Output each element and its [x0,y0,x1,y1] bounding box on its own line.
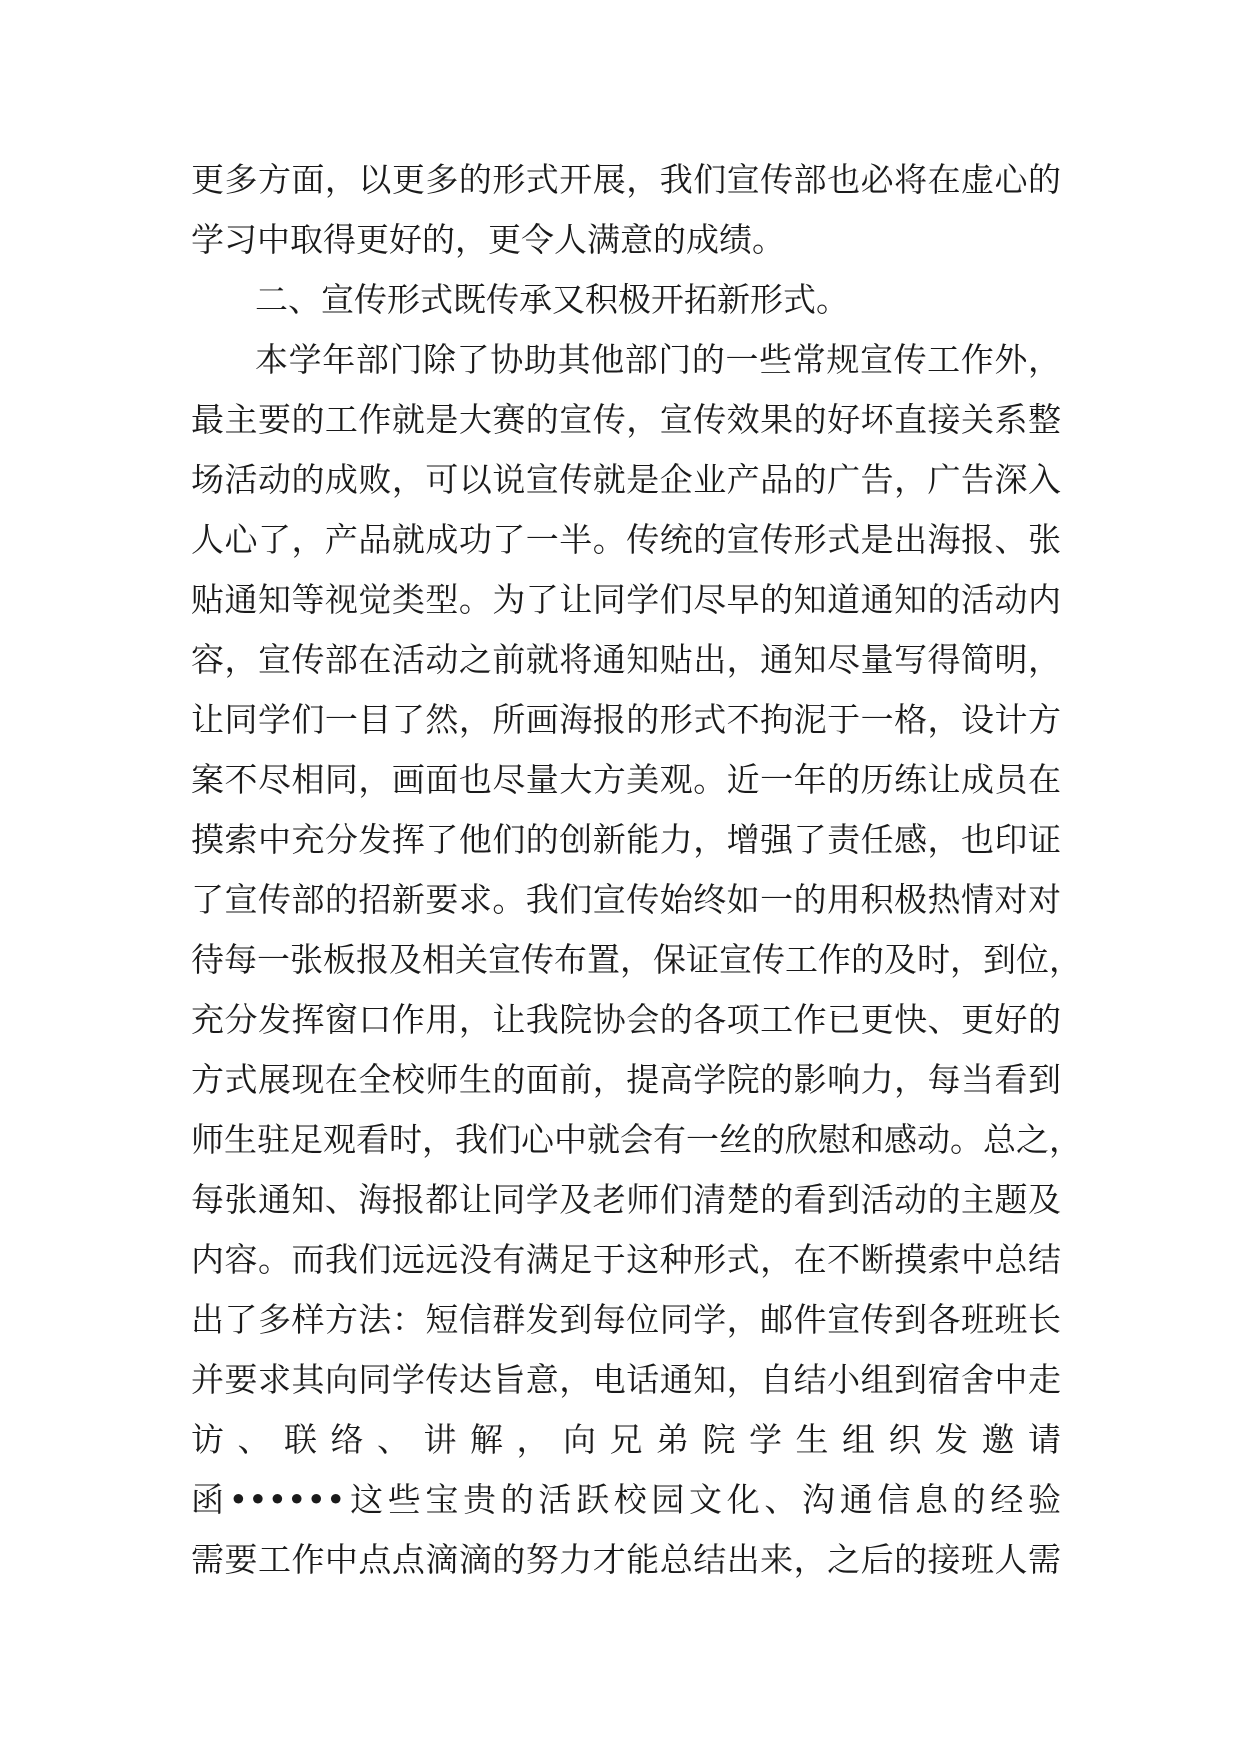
text-line: 充分发挥窗口作用，让我院协会的各项工作已更快、更好的 [191,1000,1061,1039]
text-line: 方式展现在全校师生的面前，提高学院的影响力，每当看到 [191,1060,1061,1099]
text-line: 摸索中充分发挥了他们的创新能力，增强了责任感，也印证 [191,820,1061,859]
text-line: 待每一张板报及相关宣传布置，保证宣传工作的及时，到位， [191,940,1082,979]
text-line: 容，宣传部在活动之前就将通知贴出，通知尽量写得简明， [191,640,1061,679]
text-line: 了宣传部的招新要求。我们宣传始终如一的用积极热情对对 [191,880,1061,919]
text-line: 案不尽相同，画面也尽量大方美观。近一年的历练让成员在 [191,760,1061,799]
text-line: 访 、 联 络 、 讲 解 ， 向 兄 弟 院 学 生 组 织 发 邀 请 [191,1420,1061,1459]
body-text [191,150,1082,1590]
text-line: 贴通知等视觉类型。为了让同学们尽早的知道通知的活动内 [191,580,1061,619]
text-line: 最主要的工作就是大赛的宣传，宣传效果的好坏直接关系整 [191,400,1061,439]
text-line: 让同学们一目了然，所画海报的形式不拘泥于一格，设计方 [191,700,1061,739]
text-line: 更多方面，以更多的形式开展，我们宣传部也必将在虚心的 [191,160,1061,199]
section-heading: 二、宣传形式既传承又积极开拓新形式。 [255,280,849,319]
paragraph-first-line: 本学年部门除了协助其他部门的一些常规宣传工作外， [255,340,1061,379]
text-line: 出了多样方法：短信群发到每位同学，邮件宣传到各班班长 [191,1300,1061,1339]
text-line: 并要求其向同学传达旨意，电话通知，自结小组到宿舍中走 [191,1360,1061,1399]
text-line: 每张通知、海报都让同学及老师们清楚的看到活动的主题及 [191,1180,1061,1219]
text-line: 人心了，产品就成功了一半。传统的宣传形式是出海报、张 [191,520,1061,559]
text-line: 内容。而我们远远没有满足于这种形式，在不断摸索中总结 [191,1240,1061,1279]
text-line: 函••••••这些宝贵的活跃校园文化、沟通信息的经验 [191,1480,1061,1519]
text-line: 场活动的成败，可以说宣传就是企业产品的广告，广告深入 [191,460,1061,499]
text-line: 需要工作中点点滴滴的努力才能总结出来，之后的接班人需 [191,1540,1061,1579]
text-line: 学习中取得更好的，更令人满意的成绩。 [191,220,785,259]
text-line: 师生驻足观看时，我们心中就会有一丝的欣慰和感动。总之， [191,1120,1082,1159]
